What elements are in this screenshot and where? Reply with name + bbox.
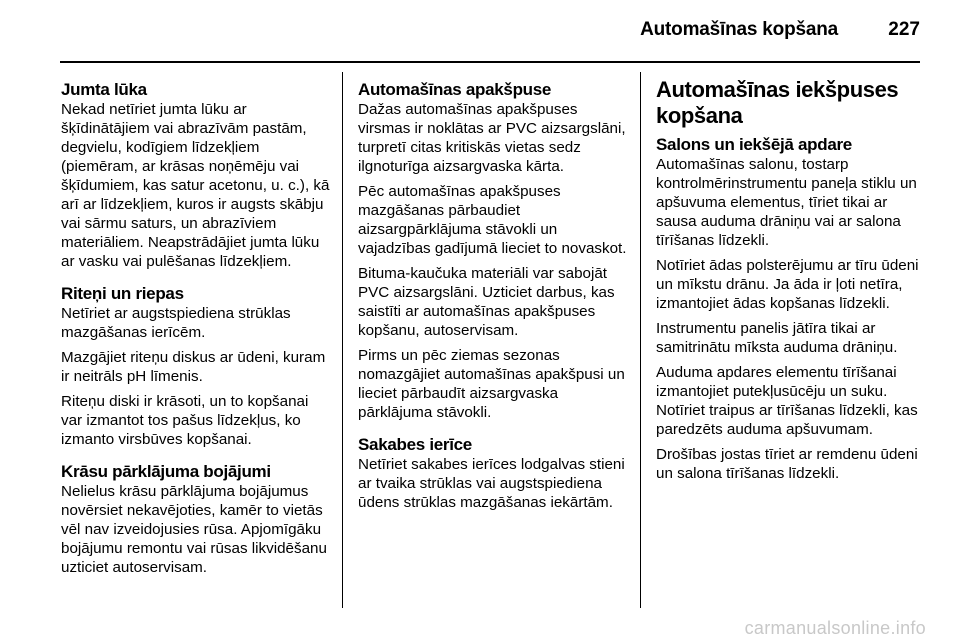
paragraph-wheels-1: Netīriet ar augstspiediena strūklas mazgāšanas ierīcēm. <box>61 305 291 341</box>
column-divider-2 <box>640 72 641 608</box>
page-header <box>0 0 960 62</box>
paragraph-underbody-1: Dažas automašīnas apakšpuses virsmas ir noklātas ar PVC aizsargslāni, turpretī citas kritiskās vietas sedz ilgnoturīga aizsargvaska kārta. <box>358 101 626 175</box>
heading-wheels-tyres: Riteņi un riepas <box>61 284 184 303</box>
watermark: carmanualsonline.info <box>744 618 926 638</box>
page-number: 227 <box>888 19 920 40</box>
heading-underbody: Automašīnas apakšpuse <box>358 80 552 99</box>
column-1 <box>61 80 331 583</box>
running-title: Automašīnas kopšana <box>640 19 838 40</box>
heading-interior-care: Automašīnas iekšpuses kopšana <box>656 77 899 128</box>
column-2 <box>358 80 630 518</box>
heading-paint-damage: Krāsu pārklājuma bojājumi <box>61 462 271 481</box>
paragraph-underbody-4: Pirms un pēc ziemas sezonas nomazgājiet automašīnas apakšpusi un lieciet pārbaudīt aizsargvaska pārklājuma stāvokli. <box>358 347 625 421</box>
paragraph-underbody-3: Bituma-kaučuka materiāli var sabojāt PVC aizsargslāni. Uzticiet darbus, kas saistīti ar automašīnas apakšpuses kopšanu, autoservisam. <box>358 265 615 339</box>
paragraph-towing-device: Netīriet sakabes ierīces lodgalvas stieni ar tvaika strūklas vai augstspiediena ūdens strūklas mazgāšanas iekārtām. <box>358 456 625 511</box>
paragraph-wheels-3: Riteņu diski ir krāsoti, un to kopšanai var izmantot tos pašus līdzekļus, ko izmanto virsbūves kopšanai. <box>61 393 309 448</box>
paragraph-paint-damage: Nelielus krāsu pārklājuma bojājumus novērsiet nekavējoties, kamēr to vietās vēl nav izveidojusies rūsa. Apjomīgāku bojājumu remontu vai rūsas likvidēšanu uzticiet autoservisam. <box>61 483 327 576</box>
paragraph-underbody-2: Pēc automašīnas apakšpuses mazgāšanas pārbaudiet aizsargpārklājuma stāvokli un vajadzības gadījumā lieciet to novaskot. <box>358 183 627 257</box>
paragraph-interior-3: Instrumentu panelis jātīra tikai ar samitrinātu mīksta auduma drāniņu. <box>656 320 898 356</box>
heading-interior-trim: Salons un iekšējā apdare <box>656 135 852 154</box>
paragraph-interior-4: Auduma apdares elementu tīrīšanai izmantojiet putekļusūcēju un suku. Notīriet traipus ar tīrīšanas līdzekli, kas paredzēts auduma apšuvumam. <box>656 364 918 438</box>
paragraph-interior-1: Automašīnas salonu, tostarp kontrolmērinstrumentu paneļa stiklu un apšuvuma elementus, tīriet tikai ar sausa auduma drāniņu vai ar salona tīrīšanas līdzekli. <box>656 156 917 249</box>
heading-towing-device: Sakabes ierīce <box>358 435 472 454</box>
header-rule <box>60 61 920 63</box>
paragraph-interior-2: Notīriet ādas polsterējumu ar tīru ūdeni un mīkstu drānu. Ja āda ir ļoti netīra, izmantojiet ādas kopšanas līdzekli. <box>656 257 919 312</box>
paragraph-roof-hatch: Nekad netīriet jumta lūku ar šķīdinātājiem vai abrazīvām pastām, degvielu, kodīgiem līdzekļiem (piemēram, ar krāsas noņēmēju vai šķīdumiem, kas satur acetonu, u. c.), kā arī ar līdzekļiem, kuros ir augsts skābju vai sārmu saturs, un abrazīviem materiāliem. Neapstrādājiet jumta lūku ar vasku vai pulēšanas līdzekļiem. <box>61 101 330 270</box>
paragraph-interior-5: Drošības jostas tīriet ar remdenu ūdeni un salona tīrīšanas līdzekli. <box>656 446 918 482</box>
heading-roof-hatch: Jumta lūka <box>61 80 147 99</box>
column-divider-1 <box>342 72 343 608</box>
column-3 <box>656 77 928 489</box>
paragraph-wheels-2: Mazgājiet riteņu diskus ar ūdeni, kuram ir neitrāls pH līmenis. <box>61 349 326 385</box>
